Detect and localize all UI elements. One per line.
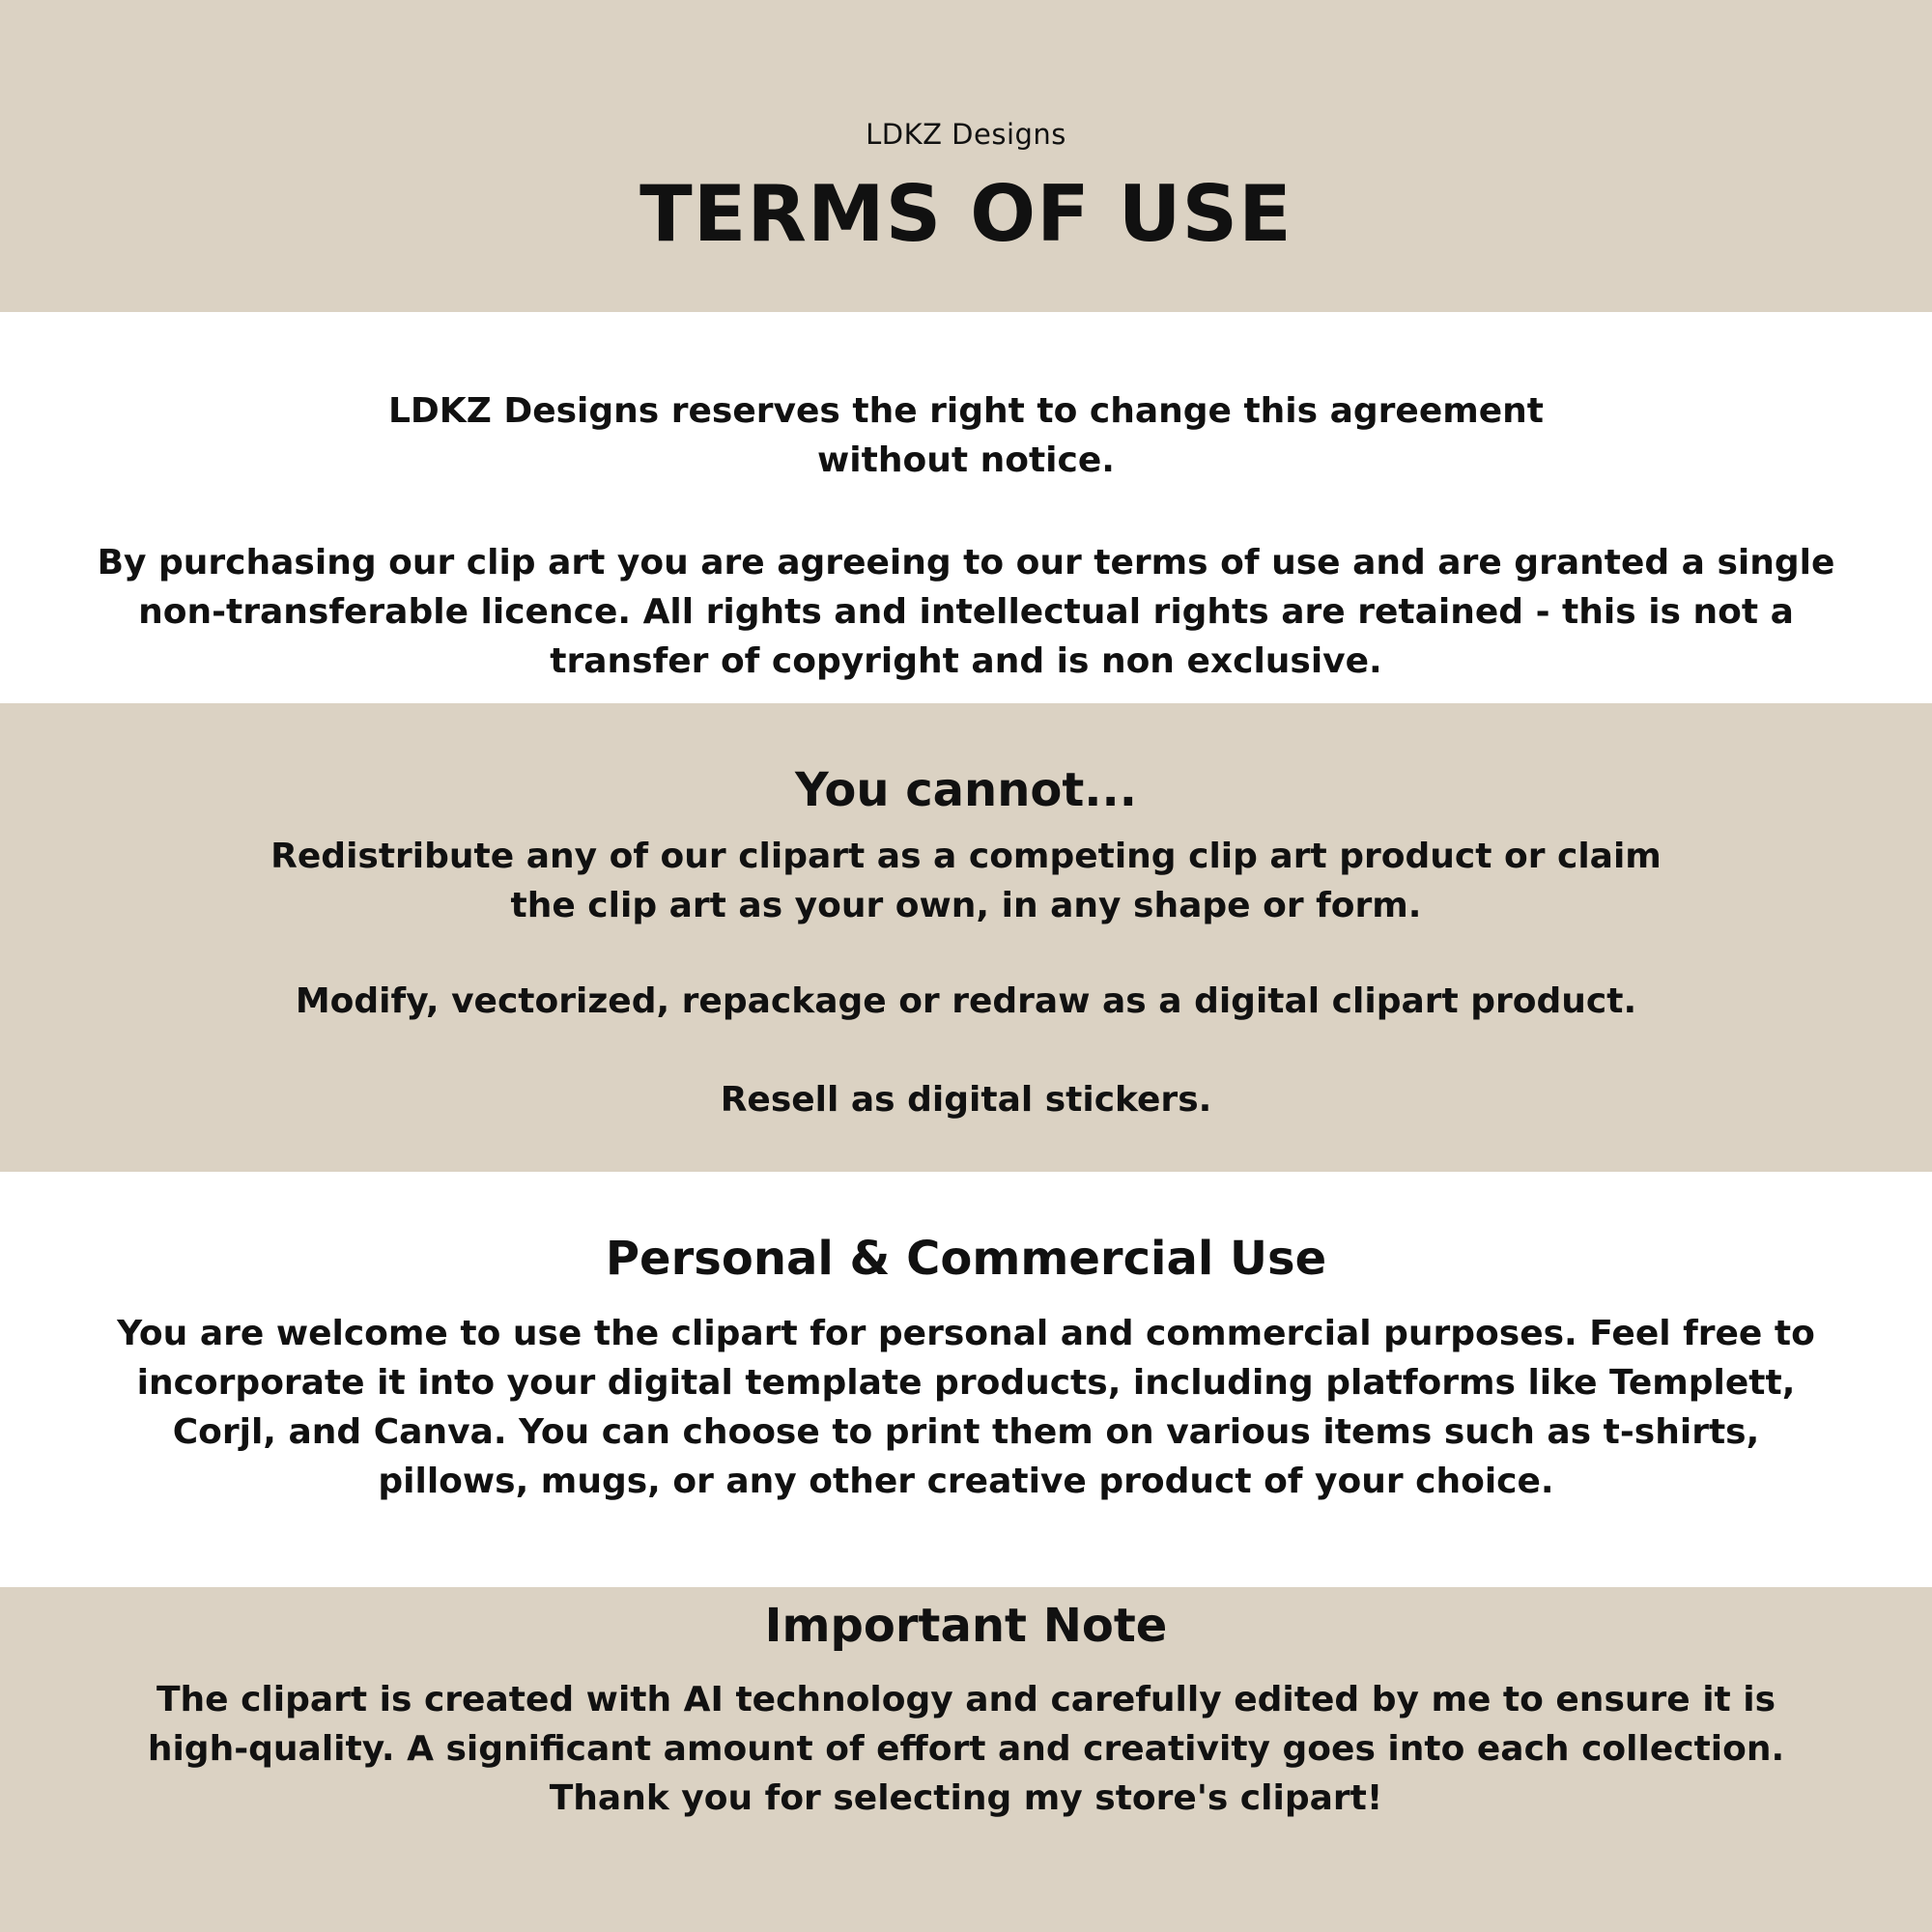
licence-text: By purchasing our clip art you are agreeing to our terms of use and are granted a single non-transferable licence. All rights and intellectual rights are retained - this is not a transfer of copyright and is non exclusive. — [97, 543, 1835, 681]
intro-band — [0, 312, 1932, 703]
cannot-heading: You cannot... — [794, 763, 1138, 817]
personal-commercial-heading: Personal & Commercial Use — [605, 1232, 1327, 1286]
header-band — [0, 0, 1932, 312]
cannot-item-modify: Modify, vectorized, repackage or redraw as a digital clipart product. — [295, 981, 1637, 1021]
important-note-band — [0, 1587, 1932, 1932]
important-note-text: The clipart is created with AI technology and carefully edited by me to ensure it is high-quality. A significant amount of effort and creativity goes into each collection. Thank you for selecting my store's clipart! — [147, 1680, 1785, 1818]
personal-commercial-band — [0, 1172, 1932, 1587]
personal-commercial-text: You are welcome to use the clipart for personal and commercial purposes. Feel free to incorporate it into your digital template products, including platforms like Templett, Corjl, and Canva. You can choose to print them on various items such as t-shirts, pillows, mugs, or any other creative product of your choice. — [117, 1314, 1815, 1501]
cannot-item-redistribute: Redistribute any of our clipart as a competing clip art product or claim the clip art as your own, in any shape or form. — [270, 837, 1662, 925]
page-title: TERMS OF USE — [639, 169, 1293, 259]
brand-name: LDKZ Designs — [866, 118, 1066, 151]
important-note-heading: Important Note — [764, 1599, 1168, 1653]
cannot-item-resell: Resell as digital stickers. — [720, 1080, 1212, 1120]
change-notice-text: LDKZ Designs reserves the right to change this agreement without notice. — [387, 391, 1545, 480]
cannot-band — [0, 703, 1932, 1172]
